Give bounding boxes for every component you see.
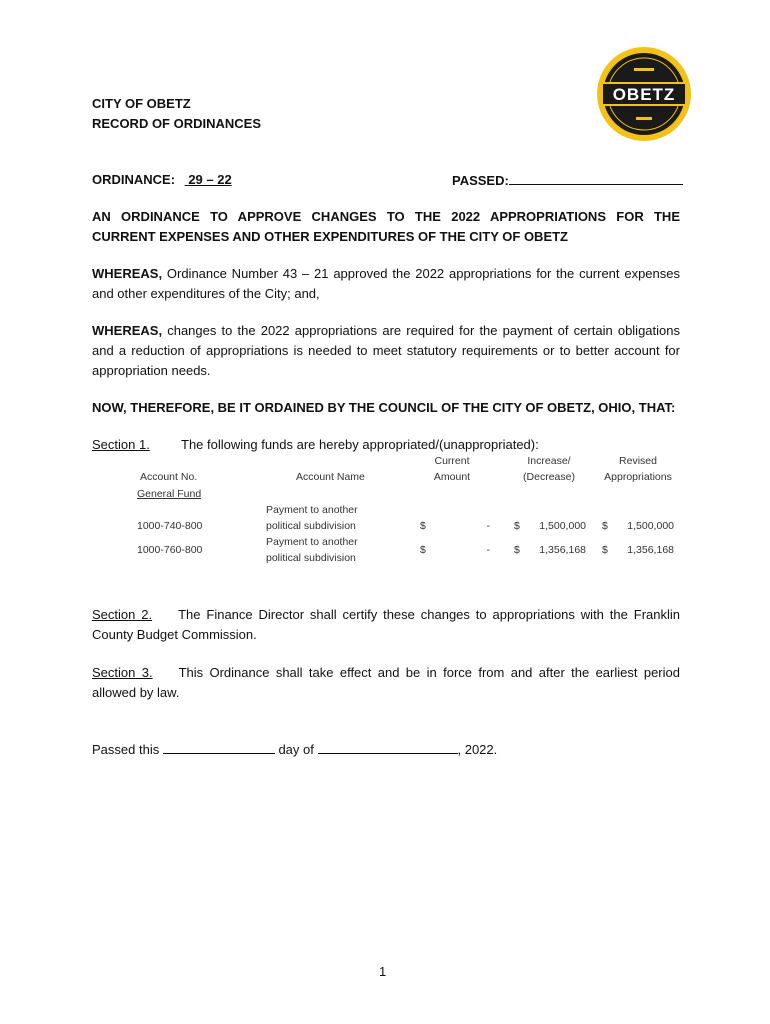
ordinance-line <box>92 170 329 190</box>
obetz-logo <box>596 46 692 142</box>
record-heading: RECORD OF ORDINANCES <box>92 116 262 131</box>
row-current-symbol: $ <box>420 520 426 532</box>
row-revised-symbol: $ <box>602 544 608 556</box>
day-blank <box>163 739 275 754</box>
section-2-label: Section 2. <box>92 607 153 622</box>
row-account-name-2: political subdivision <box>266 520 356 532</box>
passed-blank <box>509 170 683 185</box>
row-revised-symbol: $ <box>602 520 608 532</box>
header-current-2: Amount <box>433 471 471 483</box>
row-account-name-1: Payment to another <box>266 504 358 516</box>
row-increase-symbol: $ <box>514 520 520 532</box>
section-3-label: Section 3. <box>92 665 153 680</box>
row-account-no: 1000-740-800 <box>137 520 203 532</box>
header-account-no: Account No. <box>140 471 198 483</box>
header-revised-1: Revised <box>619 455 657 467</box>
header-increase-1: Increase/ <box>527 455 571 467</box>
whereas-text-2: changes to the 2022 appropriations are required for the payment of certain obligations and a reduction of appropriations is needed to meet statutory requirements or to better account for appropriation needs. <box>92 323 680 378</box>
whereas-lead-2: WHEREAS, <box>92 323 163 338</box>
ordinance-label: ORDINANCE: <box>92 172 176 187</box>
passed-line <box>452 170 683 191</box>
whereas-paragraph-2 <box>92 321 680 381</box>
obetz-seal-icon <box>596 46 692 142</box>
row-account-no: 1000-760-800 <box>137 544 203 556</box>
page-number: 1 <box>379 964 387 979</box>
row-account-name-2: political subdivision <box>266 552 356 564</box>
row-increase-value: 1,500,000 <box>539 520 586 532</box>
header-revised-2: Appropriations <box>604 471 672 483</box>
passed-this-prefix: Passed this <box>92 742 160 757</box>
svg-text:OBETZ: OBETZ <box>612 85 676 104</box>
section-3-text: This Ordinance shall take effect and be in force from and after the earliest period allowed by law. <box>92 665 680 700</box>
row-current-value: - <box>486 544 490 556</box>
whereas-paragraph-1 <box>92 264 680 304</box>
whereas-lead-1: WHEREAS, <box>92 266 163 281</box>
fund-name: General Fund <box>137 488 202 500</box>
now-therefore-clause: NOW, THEREFORE, BE IT ORDAINED BY THE COUNCIL OF THE CITY OF OBETZ, OHIO, THAT: <box>92 400 676 415</box>
row-increase-value: 1,356,168 <box>539 544 586 556</box>
passed-this-middle: day of <box>278 742 314 757</box>
section-1 <box>92 435 150 455</box>
city-heading: CITY OF OBETZ <box>92 96 191 111</box>
header-account-name: Account Name <box>296 471 365 483</box>
passed-this-line <box>92 739 497 760</box>
section-1-label: Section 1. <box>92 437 150 452</box>
header-current-1: Current <box>434 455 470 467</box>
whereas-text-1: Ordinance Number 43 – 21 approved the 2022 appropriations for the current expenses and other expenditures of the City; and, <box>92 266 680 301</box>
passed-this-suffix: , 2022. <box>457 742 498 757</box>
section-2-text: The Finance Director shall certify these changes to appropriations with the Franklin County Budget Commission. <box>92 607 680 642</box>
row-current-symbol: $ <box>420 544 426 556</box>
section-1-text: The following funds are hereby appropriated/(unappropriated): <box>181 437 539 452</box>
row-increase-symbol: $ <box>514 544 520 556</box>
month-blank <box>318 739 458 754</box>
section-3 <box>92 663 680 703</box>
row-revised-value: 1,500,000 <box>627 520 674 532</box>
header-increase-2: (Decrease) <box>523 471 575 483</box>
row-revised-value: 1,356,168 <box>627 544 674 556</box>
ordinance-number: 29 – 22 <box>188 172 232 187</box>
row-account-name-1: Payment to another <box>266 536 358 548</box>
section-2 <box>92 605 680 645</box>
row-current-value: - <box>486 520 490 532</box>
passed-label: PASSED: <box>452 173 509 188</box>
ordinance-title: AN ORDINANCE TO APPROVE CHANGES TO THE 2022 APPROPRIATIONS FOR THE CURRENT EXPENSES AND OTHER EXPENDITURES OF THE CITY OF OBETZ <box>92 209 680 244</box>
